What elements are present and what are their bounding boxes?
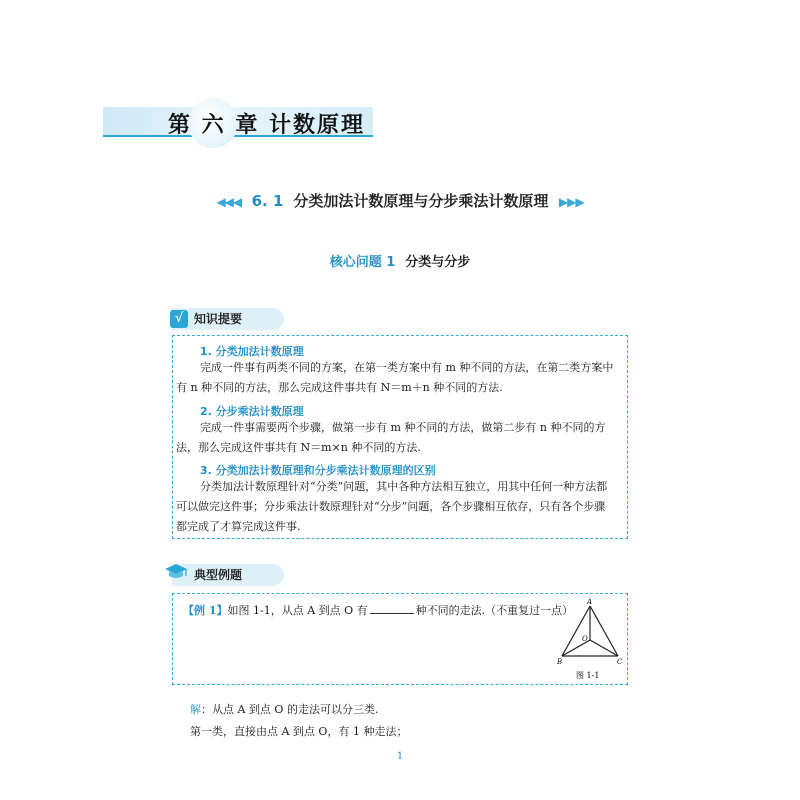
left-arrows-icon: ◀◀◀ bbox=[216, 195, 242, 209]
core-problem-title: 分类与分步 bbox=[405, 255, 471, 270]
point-A-label: A bbox=[587, 598, 593, 606]
solution-line-2: 第一类，直接由点 A 到点 O，有 1 种走法； bbox=[190, 725, 408, 738]
example-1-text-after: 种不同的走法.（不重复过一点） bbox=[415, 604, 574, 617]
knowledge-heading-2: 2. 分步乘法计数原理 bbox=[200, 405, 304, 418]
knowledge-line: 完成一件事需要两个步骤，做第一步有 m 种不同的方法，做第二步有 n 种不同的方 bbox=[200, 421, 606, 434]
check-book-icon: √ bbox=[170, 310, 188, 328]
core-problem-heading bbox=[0, 251, 800, 270]
knowledge-tab bbox=[172, 308, 284, 330]
knowledge-line: 完成一件事有两类不同的方案，在第一类方案中有 m 种不同的方法，在第二类方案中 bbox=[200, 361, 614, 374]
point-B-label: B bbox=[557, 658, 563, 666]
graduation-cap-icon bbox=[164, 562, 188, 580]
examples-tab bbox=[172, 564, 284, 586]
solution-line-1 bbox=[190, 700, 378, 720]
section-number: 6. 1 bbox=[251, 192, 284, 210]
solution-text-1: ：从点 A 到点 O 的走法可以分三类. bbox=[201, 703, 379, 716]
example-1-question bbox=[183, 601, 573, 621]
chapter-title: 第 六 章 计数原理 bbox=[168, 112, 365, 138]
knowledge-line: 都完成了才算完成这件事. bbox=[176, 520, 301, 533]
section-title: 分类加法计数原理与分步乘法计数原理 bbox=[293, 192, 549, 210]
knowledge-line: 分类加法计数原理针对“分类”问题，其中各种方法相互独立，用其中任何一种方法都 bbox=[200, 480, 608, 493]
knowledge-heading-3: 3. 分类加法计数原理和分步乘法计数原理的区别 bbox=[200, 464, 436, 477]
point-C-label: C bbox=[617, 658, 623, 666]
core-problem-label: 核心问题 1 bbox=[329, 255, 396, 270]
right-arrows-icon: ▶▶▶ bbox=[558, 195, 584, 209]
knowledge-line: 可以做完这件事；分步乘法计数原理针对“分步”问题，各个步骤相互依存，只有各个步骤 bbox=[176, 500, 606, 513]
answer-blank[interactable] bbox=[370, 603, 414, 614]
knowledge-line: 有 n 种不同的方法，那么完成这件事共有 N＝m＋n 种不同的方法. bbox=[176, 381, 503, 394]
knowledge-header: 知识提要 bbox=[194, 312, 243, 326]
figure-1-1 bbox=[552, 596, 628, 686]
section-heading bbox=[0, 190, 800, 211]
knowledge-line: 法，那么完成这件事共有 N＝m×n 种不同的方法. bbox=[176, 441, 421, 454]
point-O-label: O bbox=[582, 635, 588, 643]
knowledge-heading-1: 1. 分类加法计数原理 bbox=[200, 345, 304, 358]
example-1-text-before: 如图 1-1，从点 A 到点 O 有 bbox=[227, 604, 368, 617]
figure-caption: 图 1-1 bbox=[576, 671, 600, 680]
solution-label: 解 bbox=[190, 703, 201, 716]
example-1-label: 【例 1】 bbox=[183, 604, 228, 617]
page-number: 1 bbox=[396, 751, 404, 762]
examples-header: 典型例题 bbox=[194, 568, 243, 582]
